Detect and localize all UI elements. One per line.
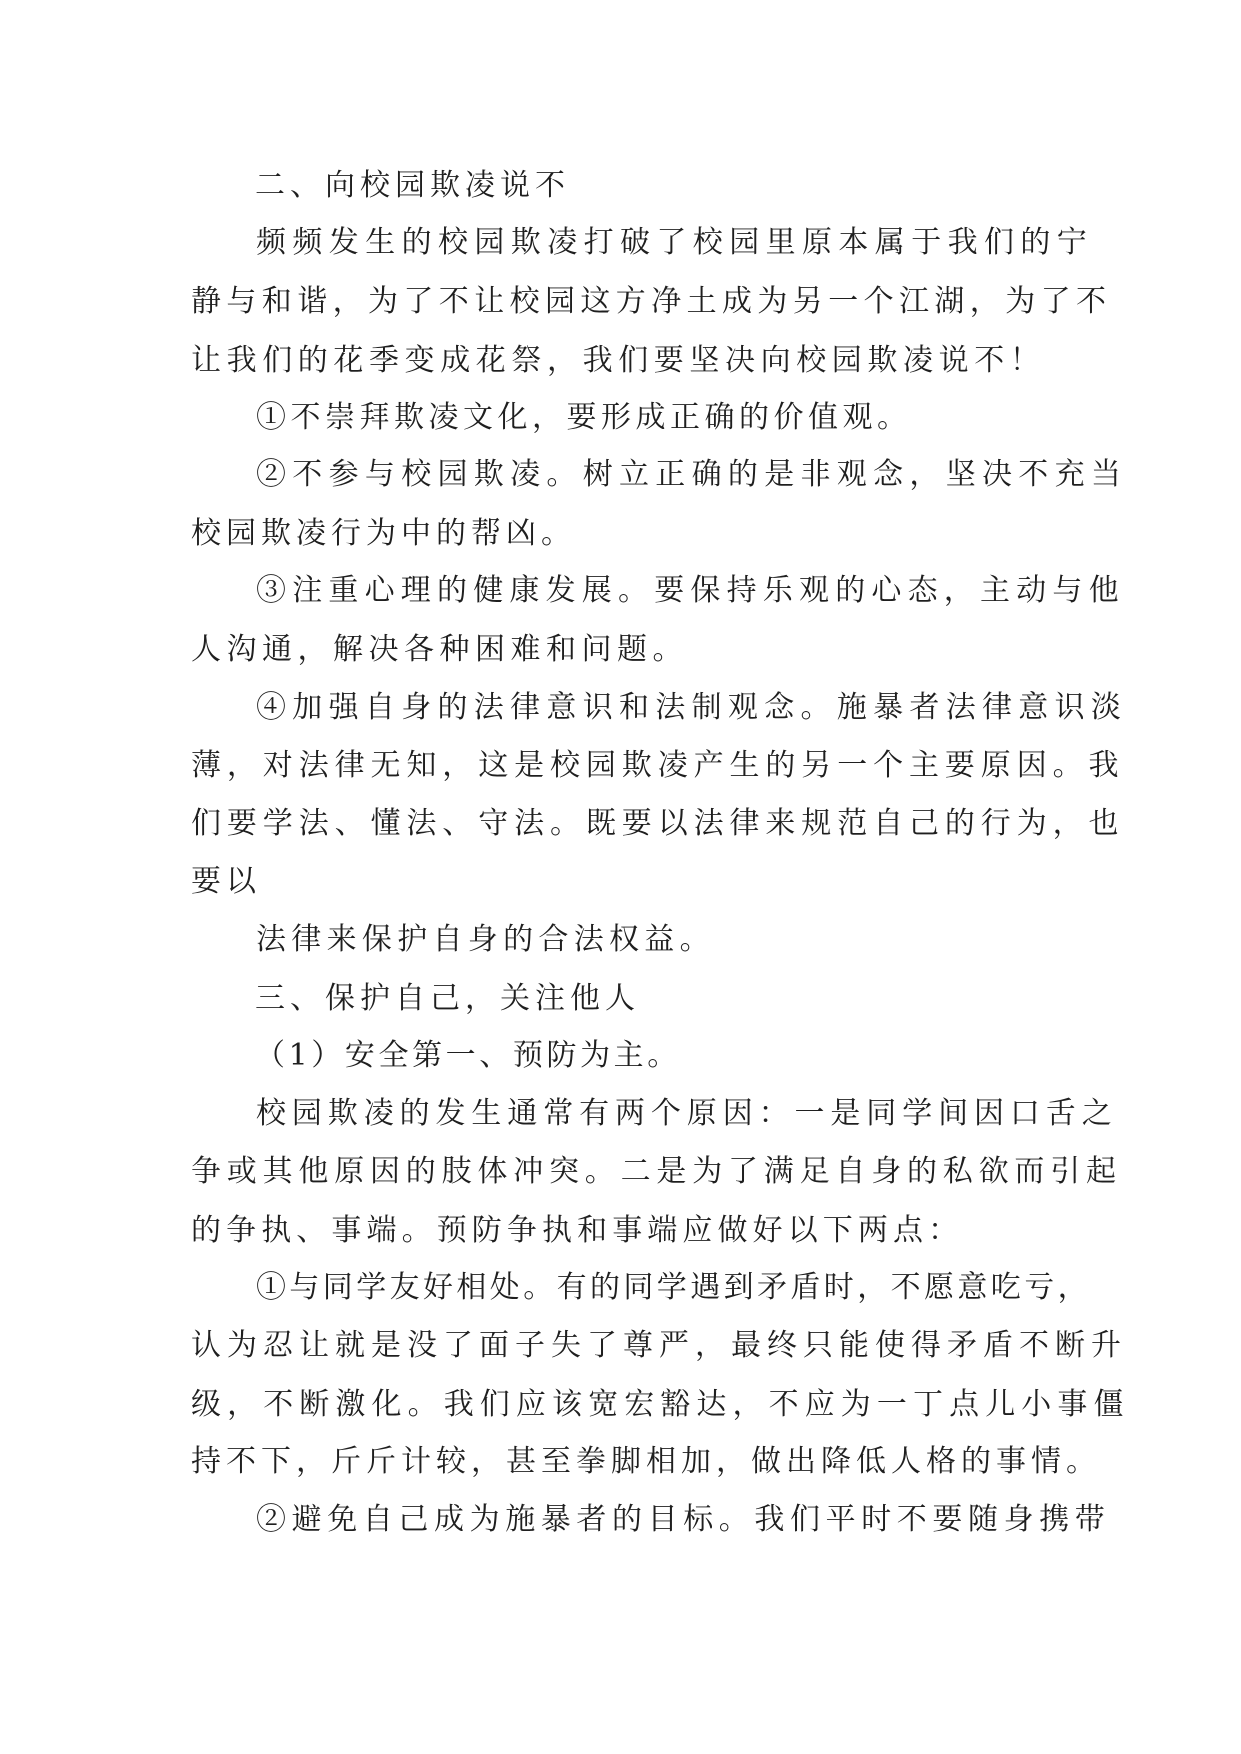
paragraph-line: 校园欺凌行为中的帮凶。 [191, 516, 576, 551]
list-item-1: ①不崇拜欺凌文化，要形成正确的价值观。 [256, 400, 912, 435]
paragraph-line: 要以 [191, 864, 261, 899]
paragraph-line: 的争执、事端。预防争执和事端应做好以下两点： [191, 1213, 964, 1248]
paragraph-line: 级，不断激化。我们应该宽宏豁达，不应为一丁点儿小事僵 [191, 1387, 1130, 1422]
list-item-4: ④加强自身的法律意识和法制观念。施暴者法律意识淡 [256, 690, 1128, 725]
subsection-heading-1: （1）安全第一、预防为主。 [255, 1038, 681, 1073]
list-item-1: ①与同学友好相处。有的同学遇到矛盾时，不愿意吃亏， [256, 1270, 1091, 1305]
paragraph-line: 认为忍让就是没了面子失了尊严，最终只能使得矛盾不断升 [191, 1328, 1127, 1363]
paragraph-line: 法律来保护自身的合法权益。 [256, 922, 715, 957]
paragraph-line: 人沟通，解决各种困难和问题。 [191, 632, 688, 667]
paragraph-line: 频频发生的校园欺凌打破了校园里原本属于我们的宁 [256, 225, 1094, 260]
list-item-2: ②避免自己成为施暴者的目标。我们平时不要随身携带 [256, 1502, 1111, 1537]
paragraph-line: 持不下，斤斤计较，甚至拳脚相加，做出降低人格的事情。 [191, 1444, 1101, 1479]
paragraph-line: 静与和谐，为了不让校园这方净土成为另一个江湖，为了不 [191, 284, 1112, 319]
section-heading-2: 二、向校园欺凌说不 [255, 168, 570, 203]
paragraph-line: 校园欺凌的发生通常有两个原因：一是同学间因口舌之 [256, 1096, 1118, 1131]
paragraph-line: 们要学法、懂法、守法。既要以法律来规范自己的行为，也 [191, 806, 1125, 841]
list-item-3: ③注重心理的健康发展。要保持乐观的心态，主动与他 [256, 573, 1125, 608]
paragraph-line: 薄，对法律无知，这是校园欺凌产生的另一个主要原因。我 [191, 748, 1125, 783]
section-heading-3: 三、保护自己，关注他人 [255, 981, 640, 1016]
paragraph-line: 让我们的花季变成花祭，我们要坚决向校园欺凌说不！ [191, 343, 1046, 378]
list-item-2: ②不参与校园欺凌。树立正确的是非观念，坚决不充当 [256, 457, 1128, 492]
paragraph-line: 争或其他原因的肢体冲突。二是为了满足自身的私欲而引起 [191, 1154, 1122, 1189]
